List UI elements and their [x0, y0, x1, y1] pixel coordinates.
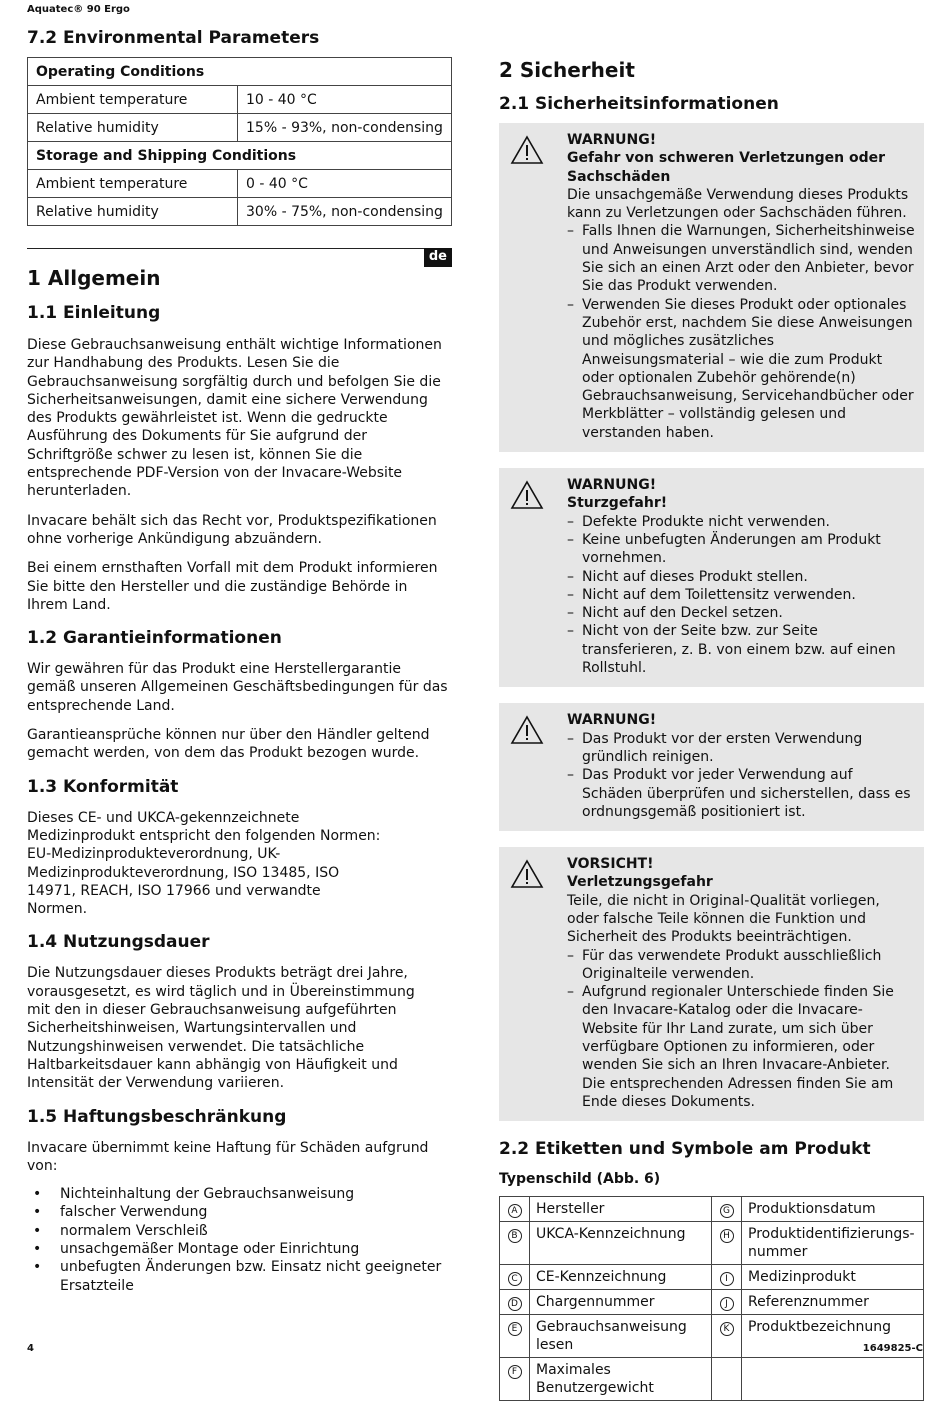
list-item: • unbefugten Änderungen bzw. Einsatz nicht geeigneter Ersatzteile — [33, 1259, 442, 1294]
sicherheitsinfo-title: 2.1 Sicherheitsinformationen — [499, 94, 779, 114]
caution-body: Teile, die nicht in Original-Qualität vorliegen, oder falsche Teile können die Funktion und Sicherheit des Produkts beeinträchtigen. — [567, 892, 880, 946]
einleitung-p3: Bei einem ernsthaften Vorfall mit dem Produkt informieren Sie bitte den Hersteller und die zuständige Behörde in Ihrem Land. — [27, 560, 438, 613]
list-item: – Keine unbefugten Änderungen am Produkt vornehmen. — [567, 531, 881, 567]
cell: CE-Kennzeichnung — [530, 1265, 712, 1290]
cell: 30% - 75%, non-condensing — [238, 198, 452, 226]
warning-triangle-icon — [510, 859, 544, 889]
warning-box-3 — [499, 703, 924, 831]
operating-head: Operating Conditions — [28, 58, 452, 86]
key-badge: B — [508, 1229, 522, 1243]
table-row — [500, 1222, 924, 1265]
list-item: • unsachgemäßer Montage oder Einrichtung — [33, 1240, 360, 1257]
list-item: – Nicht von der Seite bzw. zur Seite transferieren, z. B. von einem bzw. auf einen Rollstuhl. — [567, 623, 896, 677]
list-item: • Nichteinhaltung der Gebrauchsanweisung — [33, 1186, 355, 1203]
cell — [742, 1358, 924, 1401]
warning-label: WARNUNG! — [567, 132, 657, 148]
cell: 10 - 40 °C — [238, 86, 452, 114]
etiketten-title: 2.2 Etiketten und Symbole am Produkt — [499, 1139, 871, 1160]
section-divider — [27, 248, 452, 264]
garantie-p1: Wir gewähren für das Produkt eine Herstellergarantie gemäß unseren Allgemeinen Geschäftsbedingungen für das entsprechende Land. — [27, 661, 448, 714]
table-row — [28, 170, 452, 198]
cell: Maximales Benutzergewicht — [530, 1358, 712, 1401]
cell: UKCA-Kennzeichnung — [530, 1222, 712, 1265]
list-item: – Defekte Produkte nicht verwenden. — [567, 513, 830, 530]
list-item: • falscher Verwendung — [33, 1204, 208, 1221]
storage-head: Storage and Shipping Conditions — [28, 142, 452, 170]
list-item: – Für das verwendete Produkt ausschließlich Originalteile verwenden. — [567, 947, 882, 982]
einleitung-p1: Diese Gebrauchsanweisung enthält wichtige Informationen zur Handhabung des Produkts. Lesen Sie die Gebrauchsanweisung sorgfältig durch und befolgen Sie die Sicherheitsanweisungen, damit eine sichere Verwendung des Produkts gewährleistet ist. Wenn die gedruckte Ausführung des Dokuments für Sie aufgrund der Schriftgröße schwer zu lesen ist, können Sie die entsprechende PDF-Version von der Invacare-Website herunterladen. — [27, 337, 442, 500]
nutzung-title: 1.4 Nutzungsdauer — [27, 932, 210, 953]
key-badge: F — [508, 1365, 522, 1379]
warning-label: WARNUNG! — [567, 712, 657, 729]
env-title: 7.2 Environmental Parameters — [27, 28, 320, 48]
haftung-list — [27, 1185, 452, 1295]
cell: Gebrauchsanweisung lesen — [530, 1315, 712, 1358]
warning-triangle-icon — [510, 480, 544, 510]
left-column — [27, 28, 452, 1295]
warning-subtitle: Sturzgefahr! — [567, 495, 668, 512]
list-item: – Das Produkt vor jeder Verwendung auf Schäden überprüfen und sicherstellen, dass es ordnungsgemäß positioniert ist. — [567, 767, 911, 820]
haftung-title: 1.5 Haftungsbeschränkung — [27, 1106, 287, 1127]
sicherheit-title: 2 Sicherheit — [499, 58, 635, 82]
cell: Ambient temperature — [28, 170, 238, 198]
konform-p1: Dieses CE- und UKCA-gekennzeichnete Medizinprodukt entspricht den folgenden Normen: EU-Medizinprodukteverordnung, UK-Medizinprodukteverordnung, ISO 13485, ISO 14971, REACH, ISO 17966 und verwandte Normen. — [27, 809, 381, 918]
key-badge: D — [508, 1297, 522, 1311]
warning-box-1 — [499, 123, 924, 452]
list-item: – Aufgrund regionaler Unterschiede finden Sie den Invacare-Katalog oder die Invacare-Website für Ihr Land zurate, um sich über verfügbare Optionen zu informieren, oder wenden Sie sich an Ihren Invacare-Anbieter. Die entsprechenden Adressen finden Sie am Ende dieses Dokuments. — [567, 984, 894, 1110]
cell: Produktidentifizierungs-nummer — [742, 1222, 924, 1265]
key-badge: I — [720, 1272, 734, 1286]
key-badge: J — [720, 1297, 734, 1311]
key-badge: G — [720, 1204, 734, 1218]
list-item: – Verwenden Sie dieses Produkt oder optionales Zubehör erst, nachdem Sie diese Anweisungen und mögliches zusätzliches Anweisungsmaterial – wie die zum Produkt oder optionalen Zubehör gehörende(n) Gebrauchsanweisung, Servicehandbücher oder Merkblätter – vollständig gelesen und verstanden haben. — [567, 296, 914, 441]
cell: Ambient temperature — [28, 86, 238, 114]
cell: Produktionsdatum — [742, 1197, 924, 1222]
document-number: 1649825-C — [862, 1343, 923, 1354]
cell: Referenznummer — [742, 1290, 924, 1315]
nutzung-p1: Die Nutzungsdauer dieses Produkts beträgt drei Jahre, vorausgesetzt, es wird täglich und in Übereinstimmung mit den in dieser Gebrauchsanweisung aufgeführten Sicherheitshinweisen, Wartungsintervallen und Nutzungshinweisen verwendet. Die tatsächliche Haltbarkeitsdauer kann abhängig von Häufigkeit und Intensität der Verwendung variieren. — [27, 965, 415, 1092]
list-item: – Nicht auf den Deckel setzen. — [567, 605, 783, 622]
caution-subtitle: Verletzungsgefahr — [567, 874, 713, 891]
caution-box — [499, 847, 924, 1121]
list-item: – Falls Ihnen die Warnungen, Sicherheitshinweise und Anweisungen unverständlich sind, wenden Sie sich an einen Arzt oder den Anbieter, bevor Sie das Produkt verwenden. — [567, 223, 915, 295]
product-name: Aquatec® 90 Ergo — [27, 4, 130, 15]
table-row — [500, 1315, 924, 1358]
key-badge: A — [508, 1204, 522, 1218]
haftung-p1: Invacare übernimmt keine Haftung für Schäden aufgrund von: — [27, 1139, 429, 1174]
typenschild-label: Typenschild (Abb. 6) — [499, 1171, 661, 1188]
table-row — [500, 1265, 924, 1290]
environmental-table — [27, 57, 452, 226]
einleitung-p2: Invacare behält sich das Recht vor, Produktspezifikationen ohne vorherige Ankündigung abzuändern. — [27, 512, 437, 547]
key-badge: E — [508, 1322, 522, 1336]
cell: Produktbezeichnung — [742, 1315, 924, 1358]
list-item: – Nicht auf dem Toilettensitz verwenden. — [567, 586, 856, 603]
cell: Medizinprodukt — [742, 1265, 924, 1290]
list-item: • normalem Verschleiß — [33, 1222, 208, 1239]
cell: 0 - 40 °C — [238, 170, 452, 198]
warning-body: Die unsachgemäße Verwendung dieses Produkts kann zu Verletzungen oder Sachschäden führen. — [567, 186, 909, 222]
caution-label: VORSICHT! — [567, 856, 654, 873]
table-row — [500, 1290, 924, 1315]
list-item: – Das Produkt vor der ersten Verwendung gründlich reinigen. — [567, 730, 863, 765]
right-column — [499, 58, 924, 1401]
table-row — [500, 1358, 924, 1401]
cell: 15% - 93%, non-condensing — [238, 114, 452, 142]
warning-triangle-icon — [510, 135, 544, 165]
warning-box-2 — [499, 468, 924, 687]
warning-label: WARNUNG! — [567, 477, 657, 494]
allgemein-title: 1 Allgemein — [27, 266, 161, 290]
key-badge: K — [720, 1322, 734, 1336]
warning-subtitle: Gefahr von schweren Verletzungen oder Sachschäden — [567, 150, 886, 185]
language-tab: de — [424, 248, 452, 267]
garantie-title: 1.2 Garantieinformationen — [27, 628, 282, 649]
table-row — [28, 114, 452, 142]
konform-title: 1.3 Konformität — [27, 776, 179, 797]
label-table — [499, 1196, 924, 1401]
garantie-p2: Garantieansprüche können nur über den Händler geltend gemacht werden, von dem das Produkt bezogen wurde. — [27, 727, 430, 762]
table-row — [28, 86, 452, 114]
key-badge: C — [508, 1272, 522, 1286]
key-badge: H — [720, 1229, 734, 1243]
table-row — [28, 198, 452, 226]
list-item: – Nicht auf dieses Produkt stellen. — [567, 568, 808, 585]
cell: Relative humidity — [28, 114, 238, 142]
page-number: 4 — [27, 1343, 34, 1354]
einleitung-title: 1.1 Einleitung — [27, 303, 161, 323]
cell: Relative humidity — [28, 198, 238, 226]
cell: Chargennummer — [530, 1290, 712, 1315]
warning-triangle-icon — [510, 715, 544, 745]
cell: Hersteller — [530, 1197, 712, 1222]
table-row — [500, 1197, 924, 1222]
